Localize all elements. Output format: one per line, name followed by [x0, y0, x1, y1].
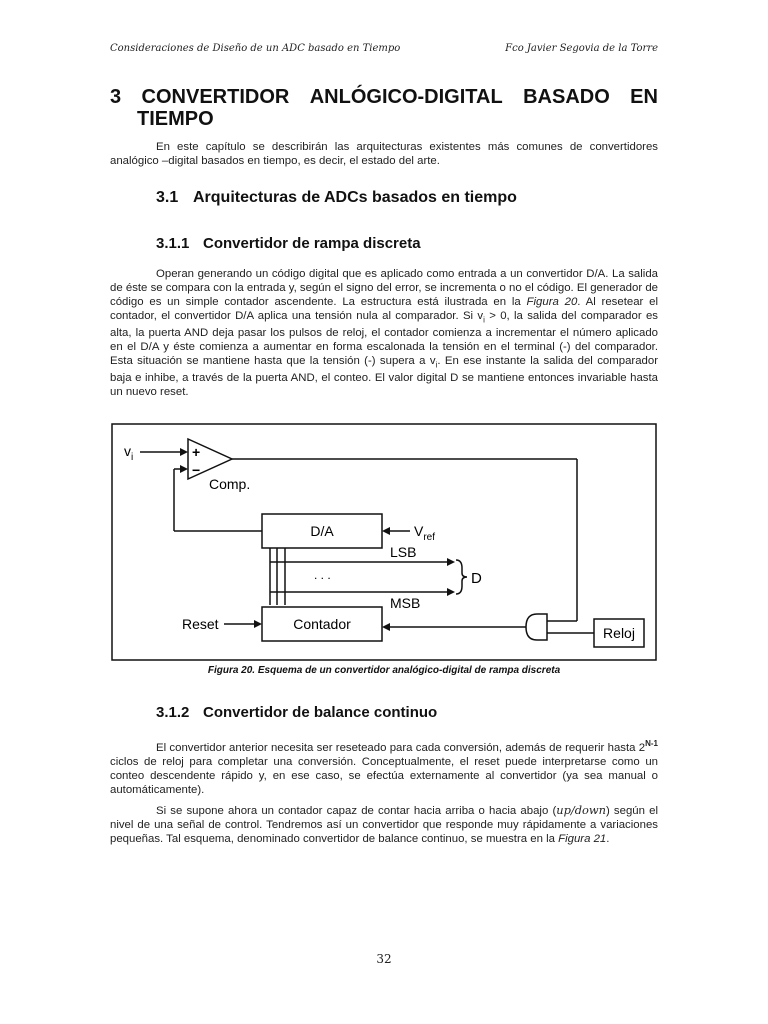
figure-reference: Figura 20: [526, 295, 578, 308]
text-run: ciclos de reloj para completar una conversión. Conceptualmente, el reset puede interpretarse como un conteo descendente rápido y, en ese caso, se efectúa externamente al convertidor (ya sea manual o automáticamente).: [110, 755, 658, 796]
section-heading-3-1-1: [156, 235, 421, 252]
vi-label: $v_i$: [124, 443, 134, 463]
comparator-minus: −: [192, 462, 201, 478]
feedback-arrow: [180, 465, 188, 473]
msb-arrow: [447, 588, 455, 596]
text-run: . Al resetear el contador, el convertidor D/A aplica una tensión nula al comparador. Si v: [110, 295, 658, 322]
chapter-title-line2: TIEMPO: [137, 108, 214, 130]
lsb-label: LSB: [390, 544, 417, 560]
section-number: 3.1.1: [156, 235, 190, 252]
running-header-title: Consideraciones de Diseño de un ADC basado en Tiempo: [110, 43, 401, 54]
figure-20: [110, 422, 658, 662]
and-gate: [526, 614, 547, 640]
comparator-label: Comp.: [209, 476, 251, 492]
vref-arrow: [382, 527, 390, 535]
text-run: Si se supone ahora un contador capaz de contar hacia arriba o hacia abajo (: [156, 805, 557, 817]
comparator-plus: +: [192, 444, 201, 460]
chapter-title: [110, 86, 658, 130]
chapter-word-3: BASADO: [523, 86, 610, 108]
subscript: i: [435, 360, 438, 369]
intro-paragraph: En este capítulo se describirán las arquitecturas existentes más comunes de convertidores analógico –digital basados en tiempo, es decir, el estado del arte.: [110, 141, 658, 167]
reset-arrow: [254, 620, 262, 628]
lsb-arrow: [447, 558, 455, 566]
rampa-diagram: [110, 422, 658, 662]
balance-paragraph-1: [110, 737, 658, 797]
text-run: Operan generando un código digital que es aplicado como entrada a un convertidor D/A. La salida de éste se compara con la entrada y, según el signo del error, se incrementa o no el código. El generador de código es un simple contador ascendente. La estructura está ilustrada en la: [110, 268, 658, 308]
figure-caption: Figura 20. Esquema de un convertidor analógico-digital de rampa discreta: [207, 665, 561, 676]
balance-paragraph-2: [110, 804, 658, 847]
running-header-author: Fco Javier Segovia de la Torre: [505, 43, 658, 54]
chapter-word-2: ANLÓGICO-DIGITAL: [309, 86, 503, 108]
text-run: > 0, la salida del comparador es alta, la puerta AND deja pasar los pulsos de reloj, el contador comienza a incrementar el número aplicado en el D/A y éste comienza a aumentar en forma escalonada la tensión en el terminal (-) del comparador. Esta situación se mantiene hasta que la tensión (-) supera a v: [110, 309, 658, 367]
page-number: 32: [376, 952, 392, 966]
chapter-number: 3: [110, 86, 122, 108]
text-run: El convertidor anterior necesita ser reseteado para cada conversión, además de requerir hasta 2: [156, 741, 646, 754]
section-title: Convertidor de balance continuo: [203, 704, 438, 721]
msb-label: MSB: [390, 595, 421, 611]
output-brace: [456, 560, 467, 594]
chapter-word-4: EN: [630, 86, 658, 108]
section-title: Convertidor de rampa discreta: [203, 235, 421, 252]
section-number: 3.1: [156, 189, 179, 206]
da-label: D/A: [310, 523, 334, 539]
contador-label: Contador: [293, 616, 351, 632]
section-number: 3.1.2: [156, 704, 190, 721]
rampa-paragraph: [110, 268, 658, 400]
bus-dots: . . .: [314, 568, 331, 582]
d-label: D: [471, 570, 482, 587]
text-run: .: [606, 832, 610, 845]
updown-term: up/down: [556, 803, 606, 817]
chapter-word-1: CONVERTIDOR: [141, 86, 290, 108]
vi-arrow: [180, 448, 188, 456]
figure-reference: Figura 21: [558, 832, 607, 845]
section-heading-3-1-2: [156, 704, 437, 721]
clock-gated-arrow: [382, 623, 390, 631]
superscript: N-1: [645, 739, 658, 748]
text-run: ) según el nivel de una señal de control. Tendremos así un convertidor que responde muy rápidamente a variaciones pequeñas. Tal esquema, denominado convertidor de balance continuo, se muestra en la: [110, 805, 658, 845]
section-heading-3-1: [156, 189, 517, 207]
section-title: Arquitecturas de ADCs basados en tiempo: [193, 189, 517, 206]
subscript: i: [483, 315, 485, 324]
reset-label: Reset: [182, 616, 219, 632]
text-run: . En ese instante la salida del comparador baja e inhibe, a través de la puerta AND, el conteo. El valor digital D se mantiene entonces invariable hasta un nuevo reset.: [110, 354, 658, 398]
vref-label: $V_{ref}$: [414, 523, 436, 543]
reloj-label: Reloj: [603, 625, 635, 641]
